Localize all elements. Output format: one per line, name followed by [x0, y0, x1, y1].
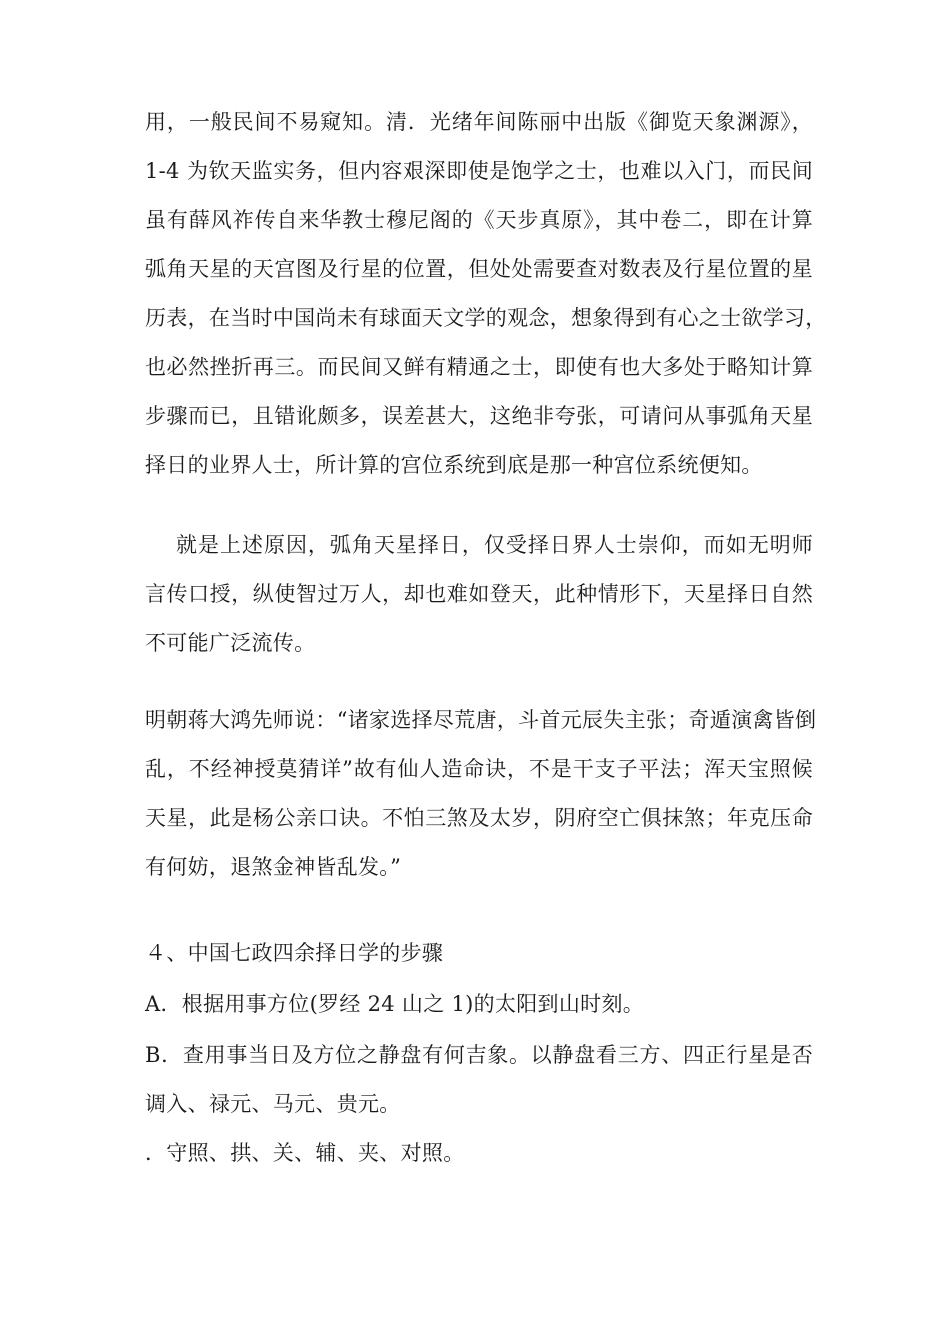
quote-line: 乱，不经神授莫猜详”故有仙人造命诀，不是干支子平法；浑天宝照候 [145, 757, 813, 781]
quote-line: 明朝蒋大鸿先师说：“诸家选择尽荒唐，斗首元辰失主张；奇遁演禽皆倒 [145, 708, 817, 732]
step-item-b-continued: 调入、禄元、马元、贵元。 [145, 1092, 401, 1116]
quote-line: 有何妨，退煞金神皆乱发。” [145, 855, 402, 879]
step-item-a: A．根据用事方位(罗经 24 山之 1)的太阳到山时刻。 [145, 992, 645, 1016]
section-heading: ４、中国七政四余择日学的步骤 [145, 941, 444, 965]
paragraph-line: 不可能广泛流传。 [145, 631, 316, 655]
step-item-c: ．守照、拱、关、辅、夹、对照。 [145, 1141, 465, 1165]
paragraph-line: 就是上述原因，弧角天星择日，仅受择日界人士崇仰，而如无明师 [176, 533, 813, 557]
paragraph-line: 虽有薛风祚传自来华教士穆尼阁的《天步真原》，其中卷二，即在计算 [145, 208, 813, 232]
paragraph-line: 用，一般民间不易窥知。清．光绪年间陈丽中出版《御览天象渊源》， [145, 110, 813, 134]
step-item-b: B．查用事当日及方位之静盘有何吉象。以静盘看三方、四正行星是否 [145, 1043, 813, 1067]
paragraph-line: 言传口授，纵使智过万人，却也难如登天，此种情形下，天星择日自然 [145, 582, 813, 606]
paragraph-line: 历表，在当时中国尚未有球面天文学的观念，想象得到有心之士欲学习， [145, 306, 827, 330]
paragraph-line: 择日的业界人士，所计算的宫位系统到底是那一种宫位系统便知。 [145, 453, 763, 477]
paragraph-line: 1-4 为钦天监实务，但内容艰深即使是饱学之士，也难以入门，而民间 [145, 159, 813, 183]
paragraph-line: 步骤而已，且错讹颇多，误差甚大，这绝非夸张，可请问从事弧角天星 [145, 404, 813, 428]
quote-line: 天星，此是杨公亲口诀。不怕三煞及太岁，阴府空亡俱抹煞；年克压命 [145, 806, 813, 830]
paragraph-line: 也必然挫折再三。而民间又鲜有精通之士，即使有也大多处于略知计算 [145, 355, 813, 379]
paragraph-line: 弧角天星的天宫图及行星的位置，但处处需要查对数表及行星位置的星 [145, 257, 813, 281]
